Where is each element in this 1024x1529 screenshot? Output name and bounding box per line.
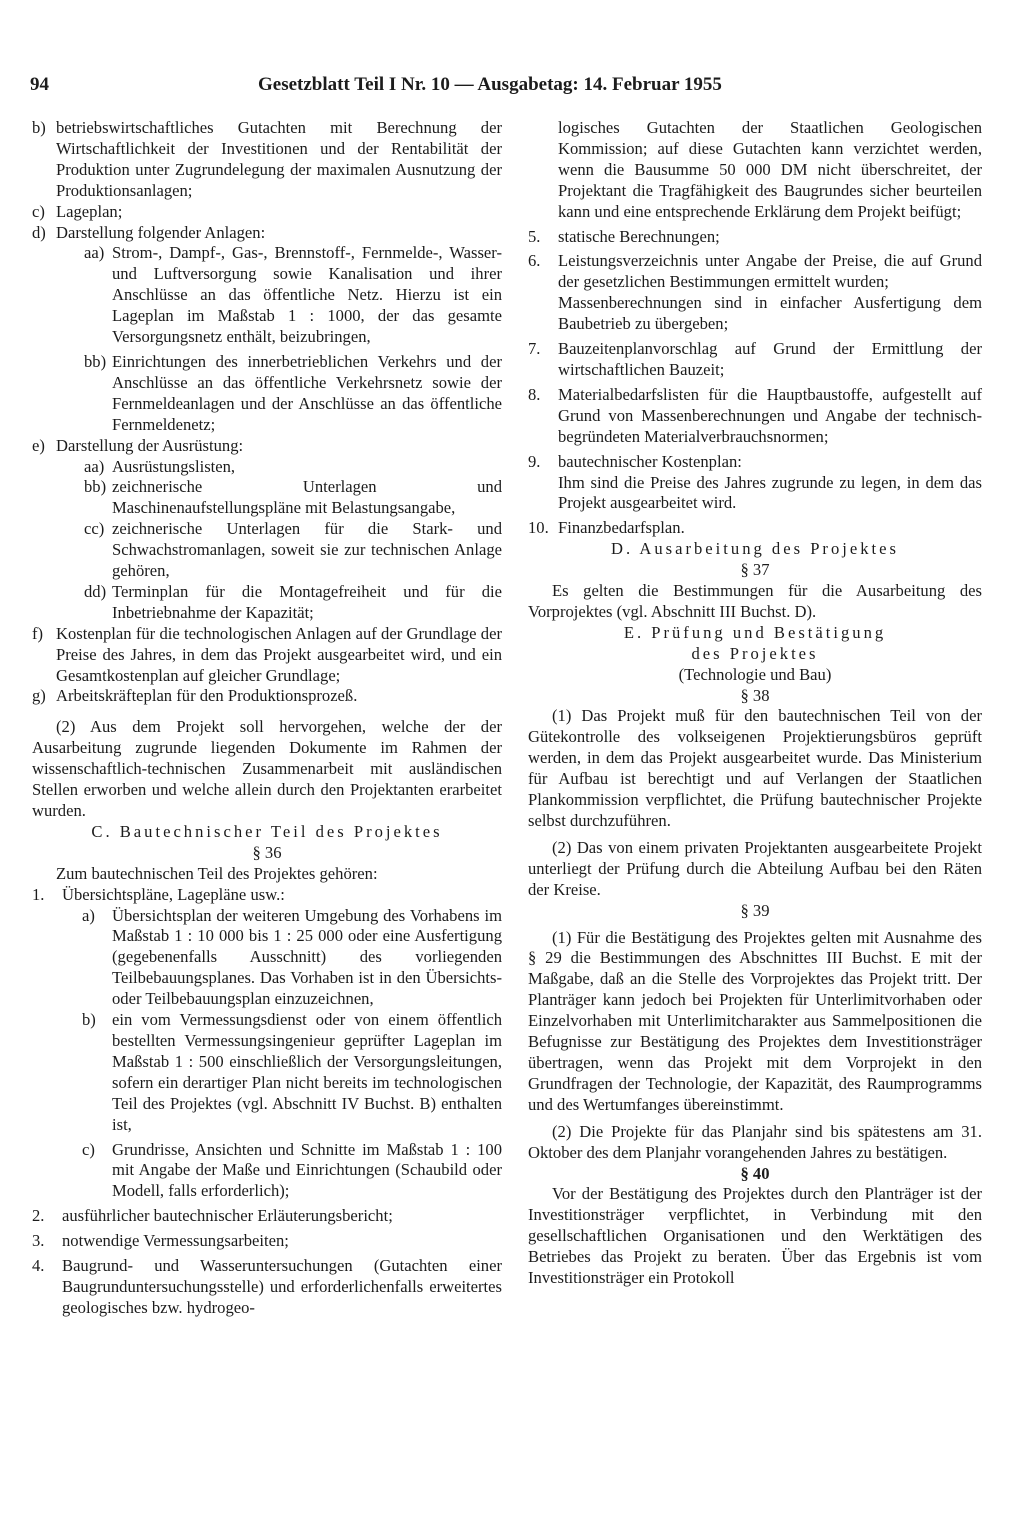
paragraph-2: (2) Aus dem Projekt soll hervorgehen, welche der der Ausarbeitung zugrunde liegenden Dokumente im Rahmen der wissenschaftlich-technischen Zusammenarbeit mit ausländischen Stellen erworben und welche allein durch den Projektanten erarbeitet wurden. bbox=[32, 717, 502, 820]
numbered-item-9: 9. bautechnischer Kostenplan: bbox=[528, 451, 742, 471]
paragraph-38-part-1: (1) Das Projekt muß für den bautechnischen Teil von der Gütekontrolle des volkseigenen Projektierungsbüros geprüft werden, in dem das Projekt ausgearbeitet wurde. Das Ministerium für Aufbau ist berechtigt und auf Verlangen der Staatlichen Plankommission verpflichtet, die Prüfung bautechnischer Projekte selbst durchzuführen. bbox=[528, 706, 982, 830]
paragraph-38-heading: § 38 bbox=[740, 685, 770, 705]
running-head: Gesetzblatt Teil I Nr. 10 — Ausgabetag: 14. Februar 1955 bbox=[258, 74, 722, 95]
numbered-item-10: 10. Finanzbedarfsplan. bbox=[528, 518, 685, 538]
section-e-heading: E. Prüfung und Bestätigung bbox=[623, 622, 887, 642]
paragraph-37-heading: § 37 bbox=[740, 560, 770, 580]
numbered-item-4: 4. Baugrund- und Wasseruntersuchungen (Gutachten einer Baugrunduntersuchungsstelle) und erforderlichenfalls erweitertes geologisches bzw. hydrogeo- bbox=[32, 1256, 502, 1317]
numbered-item-2: 2. ausführlicher bautechnischer Erläuterungsbericht; bbox=[32, 1206, 393, 1226]
numbered-item-8: 8. Materialbedarfslisten für die Hauptbaustoffe, aufgestellt auf Grund von Massenberechnungen und Angabe der technisch-begründeten Materialverbrauchsnormen; bbox=[528, 384, 982, 446]
list-item-g: g) Arbeitskräfteplan für den Produktionsprozeß. bbox=[32, 686, 358, 706]
list-item-c: c) Lageplan; bbox=[32, 201, 123, 221]
section-e-heading-line2: des Projektes bbox=[691, 643, 819, 663]
paragraph-36-heading: § 36 bbox=[252, 842, 282, 862]
paragraph-39-part-1: (1) Für die Bestätigung des Projektes gelten mit Ausnahme des § 29 die Bestimmungen des Abschnittes III Buchst. E mit der Maßgabe, daß an die Stelle des Vorprojektes das Projekt tritt. Der Planträger kann jedoch bei Projekten für Unterlimitvorhaben oder Einzelvorhaben mit Unterlimitcharakter aus Sammelpositionen die Befugnisse zur Bestätigung des Projektes dem Investitionsträger übertragen, wenn das Projekt mit dem Vorprojekt in den Grundfragen der Technologie, der Kapazität, des Raumprogramms und des Wertumfanges übereinstimmt. bbox=[528, 927, 982, 1114]
list-item-e-dd: dd) Terminplan für die Montagefreiheit und für die Inbetriebnahme der Kapazität; bbox=[84, 581, 502, 622]
section-e-subheading: (Technologie und Bau) bbox=[678, 664, 832, 684]
page-number: 94 bbox=[30, 74, 49, 95]
list-item-d: d) Darstellung folgender Anlagen: bbox=[32, 222, 266, 242]
numbered-item-5: 5. statische Berechnungen; bbox=[528, 226, 720, 246]
paragraph-39-heading: § 39 bbox=[740, 900, 770, 920]
paragraph-40-heading: § 40 bbox=[740, 1163, 770, 1183]
section-d-heading: D. Ausarbeitung des Projektes bbox=[611, 539, 899, 559]
numbered-item-3: 3. notwendige Vermessungsarbeiten; bbox=[32, 1231, 289, 1251]
list-item-e-bb: bb) zeichnerische Unterlagen und Maschinenaufstellungspläne mit Belastungsangabe, bbox=[84, 477, 502, 518]
numbered-item-1b: b) ein vom Vermessungsdienst oder von einem öffentlich bestellten Vermessungsingenieur geprüfter Lageplan im Maßstab 1 : 500 einschließlich der Versorgungsleitungen, sofern ein derartiger Plan nicht bereits im technologischen Teil des Projektes (vgl. Abschnitt IV Buchst. B) enthalten ist, bbox=[82, 1010, 502, 1134]
paragraph-36-intro: Zum bautechnischen Teil des Projektes gehören: bbox=[56, 863, 378, 883]
list-item-e-cc: cc) zeichnerische Unterlagen für die Stark- und Schwachstromanlagen, soweit sie zur technischen Anlage gehören, bbox=[84, 519, 502, 581]
numbered-item-6-extra: Massenberechnungen sind in einfacher Ausfertigung dem Baubetrieb zu übergeben; bbox=[558, 293, 982, 334]
numbered-item-7: 7. Bauzeitenplanvorschlag auf Grund der Ermittlung der wirtschaftlichen Bauzeit; bbox=[528, 339, 982, 379]
numbered-item-1a: a) Übersichtsplan der weiteren Umgebung des Vorhabens im Maßstab 1 : 10 000 bis 1 : 25 000 oder eine Ausfertigung (gegebenenfalls Ausschnitt) des vorliegenden Teilbebauungsplanes. Das Vorhaben ist in den Übersichts- oder Teilbebauungsplan einzuzeichnen, bbox=[82, 905, 502, 1009]
numbered-item-9-extra: Ihm sind die Preise des Jahres zugrunde zu legen, in dem das Projekt ausgearbeitet wird. bbox=[558, 472, 982, 513]
list-item-f: f) Kostenplan für die technologischen Anlagen auf der Grundlage der Preise des Jahres, in dem das Projekt ausgearbeitet wird, und ein Gesamtkostenplan auf gleicher Grundlage; bbox=[32, 623, 502, 685]
paragraph-40-text: Vor der Bestätigung des Projektes durch den Planträger ist der Investitionsträger verpflichtet, in Verbindung mit den gesellschaftlichen Organisationen und den Werktätigen des Betriebes das Projekt zu beraten. Über das Ergebnis ist vom Investitionsträger ein Protokoll bbox=[528, 1184, 982, 1288]
numbered-item-1c: c) Grundrisse, Ansichten und Schnitte im Maßstab 1 : 100 mit Angabe der Maße und Einrichtungen (Schaubild oder Modell, falls erforderlich); bbox=[82, 1139, 502, 1201]
page-header bbox=[0, 74, 1024, 104]
list-item-d-bb: bb) Einrichtungen des innerbetrieblichen Verkehrs und der Anschlüsse an das öffentliche Verkehrsnetz sowie der Fernmeldeanlagen und der Anschlüsse an das öffentliche Fernmeldenetz; bbox=[84, 351, 502, 434]
left-column bbox=[32, 118, 502, 1319]
list-item-d-aa: aa) Strom-, Dampf-, Gas-, Brennstoff-, Fernmelde-, Wasser- und Luftversorgung sowie Kanalisation und ihrer Anschlüsse an das öffentliche Netz. Hierzu ist ein Lageplan im Maßstab 1 : 1000, der das gesamte Versorgungsnetz enthält, beizubringen, bbox=[84, 243, 502, 347]
paragraph-39-part-2: (2) Die Projekte für das Planjahr sind bis spätestens am 31. Oktober des dem Planjahr vorangehenden Jahres zu bestätigen. bbox=[528, 1121, 982, 1162]
numbered-item-4-continued: logisches Gutachten der Staatlichen Geologischen Kommission; auf diese Gutachten kann verzichtet werden, wenn die Bausumme 50 000 DM nicht überschreitet, der Projektant die Tragfähigkeit des Baugrundes sicher beurteilen kann und eine entsprechende Erklärung dem Projekt beifügt; bbox=[558, 118, 982, 221]
section-c-heading: C. Bautechnischer Teil des Projektes bbox=[91, 821, 443, 841]
right-column bbox=[528, 118, 982, 1289]
paragraph-37-text: Es gelten die Bestimmungen für die Ausarbeitung des Vorprojektes (vgl. Abschnitt III Buchst. D). bbox=[528, 581, 982, 621]
list-item-b: b) betriebswirtschaftliches Gutachten mit Berechnung der Wirtschaftlichkeit der Investitionen und der Rentabilität der Produktion unter Zugrundelegung der maximalen Ausnutzung der Produktionsanlagen; bbox=[32, 118, 502, 200]
list-item-e-aa: aa) Ausrüstungslisten, bbox=[84, 456, 236, 476]
list-item-e: e) Darstellung der Ausrüstung: bbox=[32, 435, 244, 455]
paragraph-38-part-2: (2) Das von einem privaten Projektanten ausgearbeitete Projekt unterliegt der Prüfung durch die Abteilung Aufbau bei den Räten der Kreise. bbox=[528, 837, 982, 899]
numbered-item-1: 1. Übersichtspläne, Lagepläne usw.: bbox=[32, 884, 285, 904]
numbered-item-6: 6. Leistungsverzeichnis unter Angabe der Preise, die auf Grund der gesetzlichen Bestimmungen ermittelt wurden; bbox=[528, 251, 982, 292]
